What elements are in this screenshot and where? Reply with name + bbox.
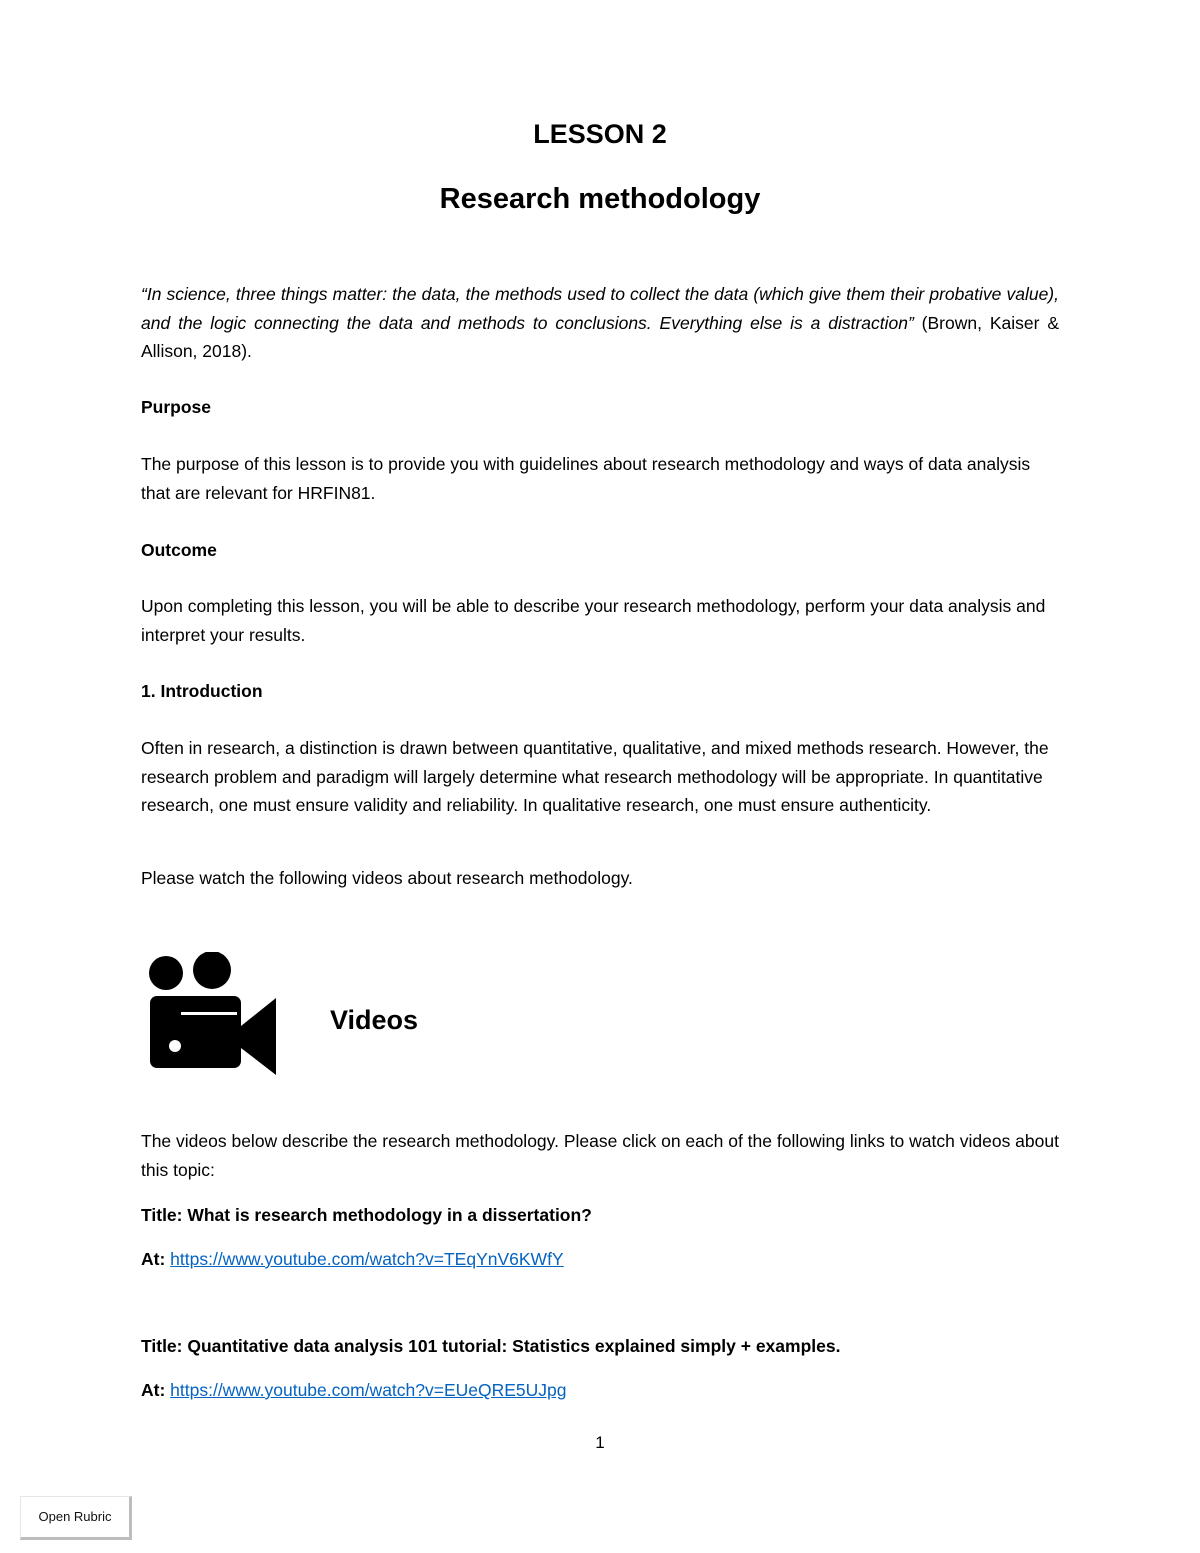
purpose-heading: Purpose bbox=[141, 397, 212, 417]
outcome-text: Upon completing this lesson, you will be able to describe your research methodology, perform your data analysis and interpret your results. bbox=[141, 596, 1046, 645]
video-link[interactable]: https://www.youtube.com/watch?v=EUeQRE5UJpg bbox=[170, 1380, 567, 1400]
video-link-row bbox=[141, 1376, 1059, 1405]
open-rubric-button[interactable]: Open Rubric bbox=[20, 1496, 132, 1540]
video-link[interactable]: https://www.youtube.com/watch?v=TEqYnV6KWfY bbox=[170, 1249, 564, 1269]
introduction-text: Often in research, a distinction is drawn between quantitative, qualitative, and mixed methods research. However, the research problem and paradigm will largely determine what research methodology will be appropriate. In quantitative research, one must ensure validity and reliability. In qualitative research, one must ensure authenticity. bbox=[141, 738, 1049, 815]
opening-quote bbox=[141, 280, 1059, 366]
video-title: Title: Quantitative data analysis 101 tutorial: Statistics explained simply + examples. bbox=[141, 1336, 841, 1356]
video-title: Title: What is research methodology in a dissertation? bbox=[141, 1205, 592, 1225]
quote-text: “In science, three things matter: the data, the methods used to collect the data (which give them their probative value), and the logic connecting the data and methods to conclusions. Everything else is a distraction” bbox=[141, 284, 1059, 333]
at-label: At: bbox=[141, 1380, 171, 1400]
at-label: At: bbox=[141, 1249, 171, 1269]
outcome-heading: Outcome bbox=[141, 540, 217, 560]
lesson-number: LESSON 2 bbox=[533, 119, 667, 149]
introduction-instruction: Please watch the following videos about research methodology. bbox=[141, 868, 633, 888]
purpose-text: The purpose of this lesson is to provide you with guidelines about research methodology and ways of data analysis that are relevant for HRFIN81. bbox=[141, 454, 1031, 503]
page-title: Research methodology bbox=[439, 183, 761, 215]
videos-intro: The videos below describe the research methodology. Please click on each of the following links to watch videos about this topic: bbox=[141, 1131, 1059, 1180]
videos-heading: Videos bbox=[330, 1005, 419, 1035]
page-number: 1 bbox=[595, 1433, 605, 1452]
video-camera-icon bbox=[148, 952, 276, 1076]
quote-citation: (Brown, Kaiser & Allison, 2018). bbox=[141, 312, 1059, 361]
video-link-row bbox=[141, 1245, 1059, 1274]
introduction-heading: 1. Introduction bbox=[141, 681, 263, 701]
